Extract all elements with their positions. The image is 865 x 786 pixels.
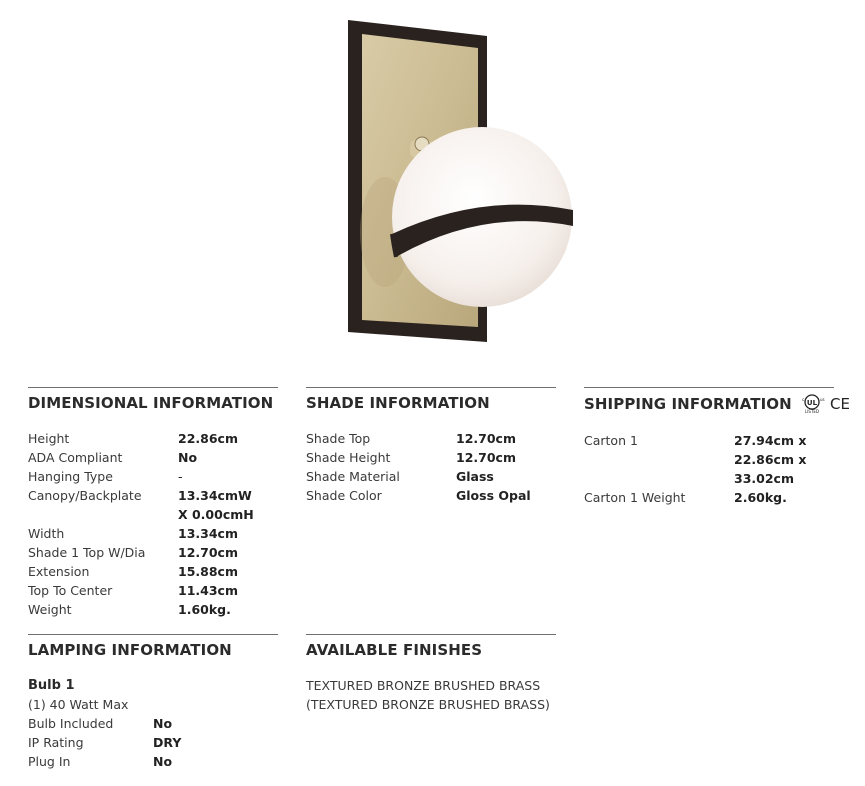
spec-value: - — [178, 469, 183, 484]
finish-name: TEXTURED BRONZE BRUSHED BRASS — [306, 678, 541, 693]
spec-row — [28, 600, 278, 619]
ul-listed-label: LISTED — [804, 409, 819, 414]
ul-mark: UL — [806, 399, 817, 407]
spec-value: No — [178, 450, 198, 465]
spec-row — [28, 581, 278, 600]
shipping-rows — [584, 431, 834, 507]
spec-value: 15.88cm — [178, 564, 238, 579]
dimensional-title: DIMENSIONAL INFORMATION — [28, 394, 274, 412]
spec-value: 12.70cm — [456, 450, 516, 465]
spec-value: 22.86cm — [178, 431, 238, 446]
spec-row — [28, 448, 278, 467]
spec-label: Carton 1 Weight — [584, 490, 686, 505]
lamping-section — [28, 634, 278, 771]
spec-label: Bulb Included — [28, 716, 114, 731]
spec-label: Shade 1 Top W/Dia — [28, 545, 146, 560]
spec-value: 13.34cm — [178, 526, 238, 541]
shade-section — [306, 387, 556, 505]
spec-label: Shade Height — [306, 450, 391, 465]
shipping-title: SHIPPING INFORMATION — [584, 395, 792, 413]
spec-label: Height — [28, 431, 70, 446]
product-image — [330, 12, 590, 352]
spec-value: Glass — [456, 469, 494, 484]
spec-label: Hanging Type — [28, 469, 113, 484]
spec-row — [306, 486, 556, 505]
svg-text:us: us — [819, 397, 825, 402]
spec-value: 2.60kg. — [734, 490, 787, 505]
spec-value: No — [153, 754, 173, 769]
spec-row — [28, 714, 278, 733]
spec-label: Carton 1 — [584, 433, 638, 448]
spec-value: 11.43cm — [178, 583, 238, 598]
spec-row — [28, 733, 278, 752]
finishes-title: AVAILABLE FINISHES — [306, 641, 483, 659]
spec-row — [306, 429, 556, 448]
shade-rows — [306, 429, 556, 505]
spec-value: DRY — [153, 735, 182, 750]
bulb-title: Bulb 1 — [28, 678, 75, 693]
section-divider — [306, 634, 556, 635]
spec-row — [306, 467, 556, 486]
spec-row — [28, 543, 278, 562]
spec-label: Shade Material — [306, 469, 400, 484]
bulb-description: (1) 40 Watt Max — [28, 697, 129, 712]
shade-title: SHADE INFORMATION — [306, 394, 490, 412]
dimensional-section — [28, 387, 278, 619]
ce-mark: CE — [829, 395, 850, 413]
spec-row — [306, 448, 556, 467]
spec-label: Extension — [28, 564, 90, 579]
spec-row — [28, 524, 278, 543]
spec-value: 1.60kg. — [178, 602, 231, 617]
spec-label: Shade Top — [306, 431, 371, 446]
spec-row — [28, 486, 278, 524]
spec-row — [28, 562, 278, 581]
spec-label: Top To Center — [28, 583, 113, 598]
shipping-section — [584, 387, 850, 507]
spec-value: 12.70cm — [456, 431, 516, 446]
spec-row — [584, 488, 834, 507]
spec-label: Width — [28, 526, 65, 541]
spec-value: Gloss Opal — [456, 488, 531, 503]
spec-row — [28, 467, 278, 486]
section-divider — [28, 634, 278, 635]
finish-name-alt: (TEXTURED BRONZE BRUSHED BRASS) — [306, 697, 550, 712]
spec-row — [28, 752, 278, 771]
spec-row — [28, 429, 278, 448]
spec-label: ADA Compliant — [28, 450, 123, 465]
lamping-title: LAMPING INFORMATION — [28, 641, 232, 659]
spec-value: 12.70cm — [178, 545, 238, 560]
certification-badges — [800, 394, 856, 414]
dimensional-rows — [28, 429, 278, 619]
svg-text:c: c — [801, 397, 804, 402]
spec-value: No — [153, 716, 173, 731]
finishes-section — [306, 634, 556, 714]
spec-label: Plug In — [28, 754, 71, 769]
spec-label: Shade Color — [306, 488, 382, 503]
spec-value: 13.34cmW X 0.00cmH — [178, 488, 254, 522]
spec-value: 27.94cm x 22.86cm x 33.02cm — [734, 433, 807, 486]
section-divider — [28, 387, 278, 388]
spec-label: Canopy/Backplate — [28, 488, 142, 503]
ul-listed-icon — [800, 394, 856, 414]
spec-row — [584, 431, 834, 488]
spec-label: IP Rating — [28, 735, 84, 750]
section-divider — [306, 387, 556, 388]
spec-label: Weight — [28, 602, 72, 617]
